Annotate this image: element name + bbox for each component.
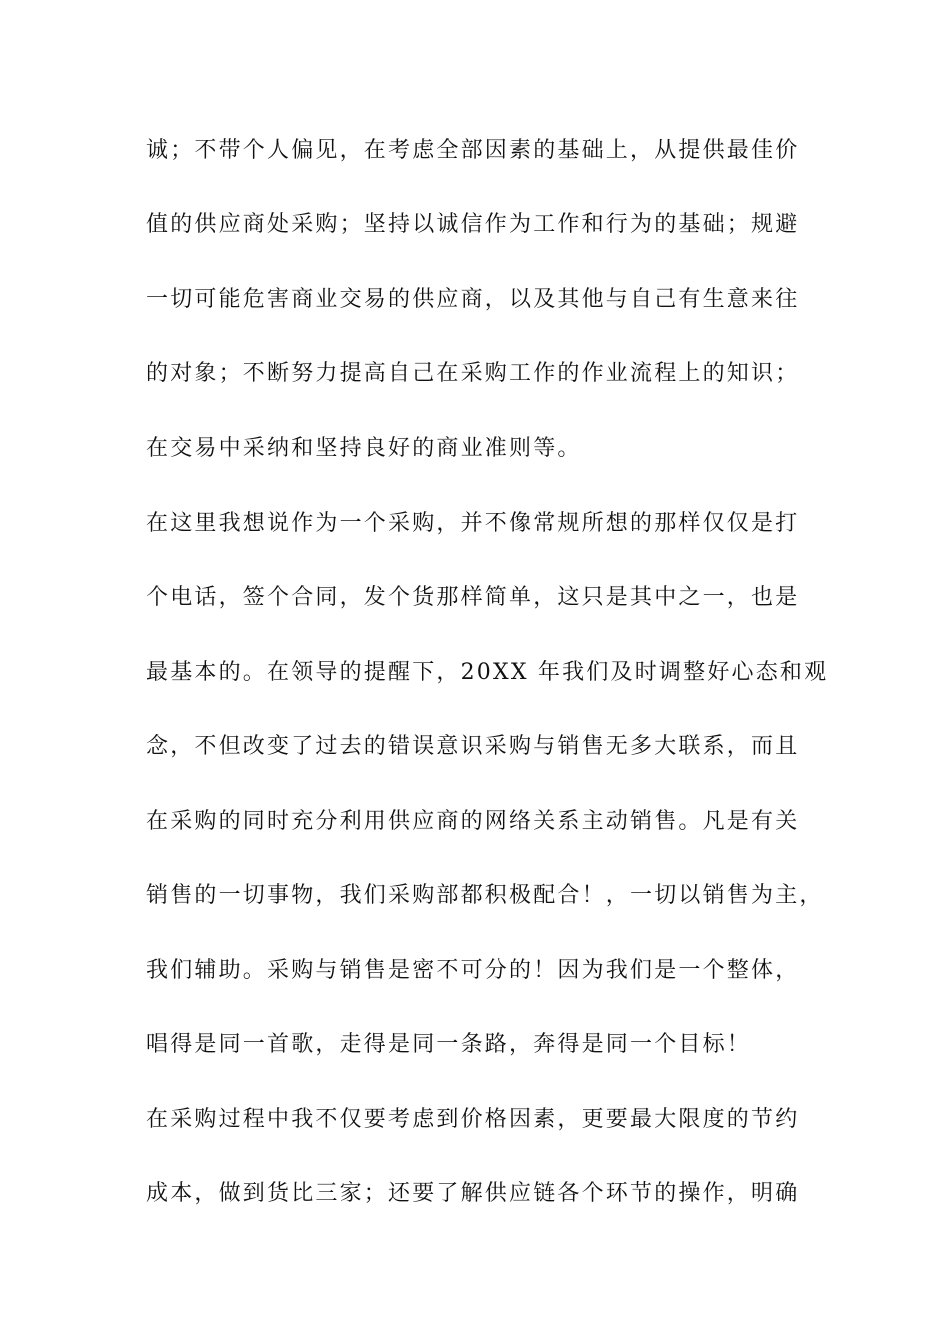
paragraph-line: 在这里我想说作为一个采购，并不像常规所想的那样仅仅是打 [146, 511, 800, 536]
paragraph-line: 在采购过程中我不仅要考虑到价格因素，更要最大限度的节约 [146, 1107, 800, 1132]
paragraph-line: 在采购的同时充分利用供应商的网络关系主动销售。凡是有关 [146, 809, 800, 834]
paragraph-line: 我们辅助。采购与销售是密不可分的！因为我们是一个整体， [146, 958, 800, 983]
paragraph-line: 念，不但改变了过去的错误意识采购与销售无多大联系，而且 [146, 734, 800, 759]
paragraph-line: 在交易中采纳和坚持良好的商业准则等。 [146, 436, 582, 461]
paragraph-line: 最基本的。在领导的提醒下，20XX 年我们及时调整好心态和观 [146, 660, 829, 685]
paragraph-line: 唱得是同一首歌，走得是同一条路，奔得是同一个目标！ [146, 1032, 752, 1057]
paragraph-line: 的对象；不断努力提高自己在采购工作的作业流程上的知识； [146, 361, 800, 386]
paragraph-line: 销售的一切事物，我们采购部都积极配合！，一切以销售为主， [146, 883, 824, 908]
paragraph-line: 一切可能危害商业交易的供应商，以及其他与自己有生意来往 [146, 287, 800, 312]
paragraph-line: 成本，做到货比三家；还要了解供应链各个环节的操作，明确 [146, 1181, 800, 1206]
paragraph-line: 值的供应商处采购；坚持以诚信作为工作和行为的基础；规避 [146, 212, 800, 237]
paragraph-line: 诚；不带个人偏见，在考虑全部因素的基础上，从提供最佳价 [146, 138, 800, 163]
paragraph-line: 个电话，签个合同，发个货那样简单，这只是其中之一，也是 [146, 585, 800, 610]
